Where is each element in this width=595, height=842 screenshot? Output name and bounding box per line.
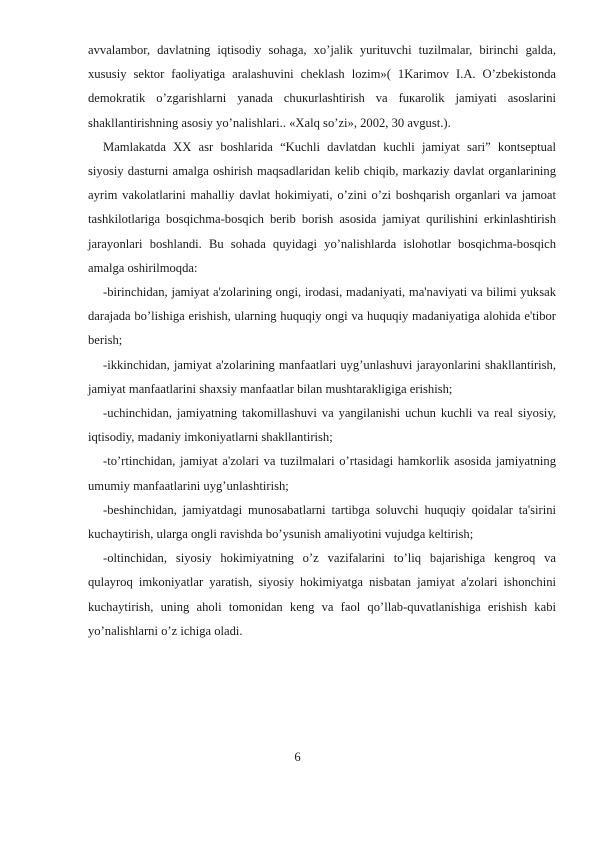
paragraph-tortinchidan: -to’rtinchidan, jamiyat a'zolari va tuzilmalari o’rtasidagi hamkorlik asosida jamiyatning umumiy manfaatlarini uyg’unlashtirish;	[88, 454, 556, 493]
paragraph-uchinchidan: -uchinchidan, jamiyatning takomillashuvi va yangilanishi uchun kuchli va real siyosiy, iqtisodiy, madaniy imkoniyatlarni shakllantirish;	[88, 406, 556, 445]
paragraph-intro-continuation: avvalambor, davlatning iqtisodiy sohaga, xo’jalik yurituvchi tuzilmalar, birinchi galda, xususiy sektor faoliyatiga aralashuvini cheklash lozim»( 1Karimov I.A. O’zbekistonda demokratik o’zgarishlarni yanada chuкurlashtirish va fuкarolik jamiyati asoslarini shakllantirishning asosiy yo’nalishlari.. «Xalq so’zi», 2002, 30 avgust.).	[88, 43, 556, 130]
paragraph-oltinchidan: -oltinchidan, siyosiy hokimiyatning o’z vazifalarini to’liq bajarishiga kengroq va qulayroq imkoniyatlar yaratish, siyosiy hokimiyatga nisbatan jamiyat a'zolari ishonchini kuchaytirish, uning aholi tomonidan keng va faol qo’llab-quvatlanishiga erishish kabi yo’nalishlarni o’z ichiga oladi.	[88, 551, 556, 638]
page-number: 6	[294, 750, 301, 764]
paragraph-beshinchidan: -beshinchidan, jamiyatdagi munosabatlarni tartibga soluvchi huquqiy qoidalar ta'sirini kuchaytirish, ularga ongli ravishda bo’ysunish amaliyotini vujudga keltirish;	[88, 502, 556, 542]
paragraph-birinchidan: -birinchidan, jamiyat a'zolarining ongi, irodasi, madaniyati, ma'naviyati va bilimi yuksak darajada bo’lishiga erishish, ularning huquqiy ongi va huquqiy madaniyatiga alohida e'tibor berish;	[88, 285, 556, 348]
document-page	[88, 38, 556, 643]
paragraph-mamlakatda: Mamlakatda XX asr boshlarida “Kuchli davlatdan kuchli jamiyat sari” kontseptual siyosiy dasturni amalga oshirish maqsadlaridan kelib chiqib, markaziy davlat organlarining ayrim vakolatlarini mahalliy davlat hokimiyati, o’zini o’zi boshqarish organlari va jamoat tashkilotlariga bosqichma-bosqich berib borish asosida jamiyat qurilishini erkinlashtirish jarayonlari boshlandi. Bu sohada quyidagi yo’nalishlarda islohotlar bosqichma-bosqich amalga oshirilmoqda:	[88, 139, 556, 275]
paragraph-ikkinchidan: -ikkinchidan, jamiyat a'zolarining manfaatlari uyg’unlashuvi jarayonlarini shakllantirish, jamiyat manfaatlarini shaxsiy manfaatlar bilan mushtarakligiga erishish;	[88, 357, 556, 396]
